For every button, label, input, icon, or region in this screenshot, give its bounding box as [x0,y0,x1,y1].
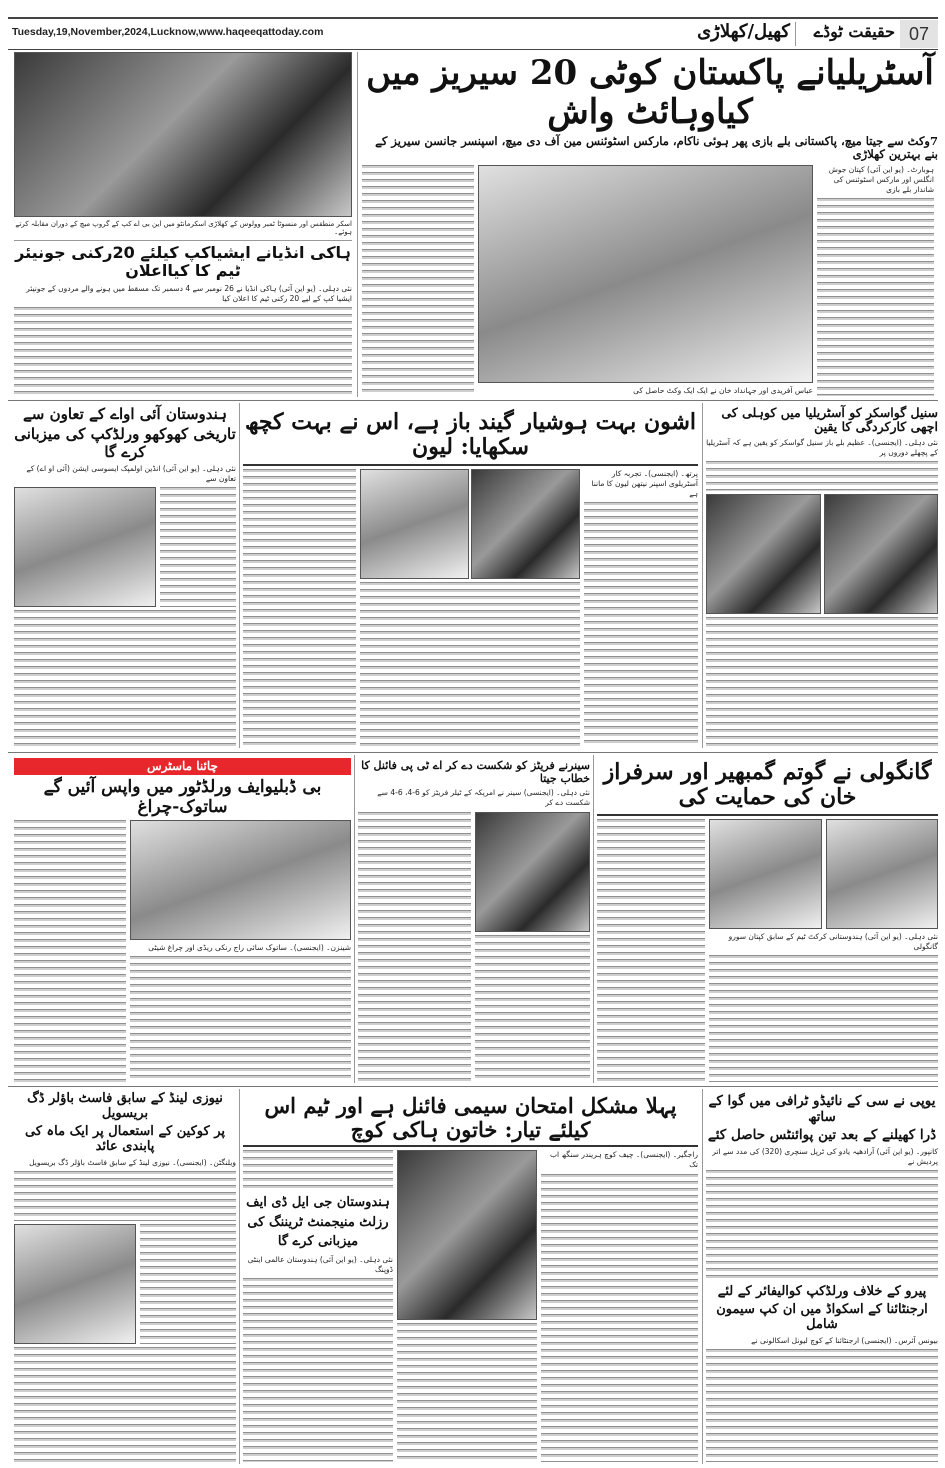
lead-headline: آسٹریلیانے پاکستان کوٹی 20 سیریز میں کیاوہائٹ واش [366,53,934,133]
chirag-article [14,758,351,1082]
kho-kho-snippet: نئی دہلی۔ (یو این آئی) انڈین اولمپک ایسوسی ایشن (آئی او اے) کے تعاون سے [26,463,236,483]
kho-kho-photo [14,487,156,607]
up-body [706,1170,938,1283]
up-headline-2: ڈرا کھیلنے کے بعد تین پوائنٹس حاصل کئے [707,1127,937,1144]
kho-kho-article [14,406,236,746]
hockey-snippet: نئی دہلی۔ (یو این آئی) ہاکی انڈیا نے 26 نومبر سے 4 دسمبر تک مسقط میں ہونے والے مردوں کے جونیئر ایشیا کپ کے لیے 20 رکنی ٹیم کا اعلان کیا [26,283,352,303]
sinner-body-1 [358,812,471,1082]
header-divider [795,22,796,46]
hockey-body-text [14,307,352,396]
gavaskar-article [706,406,938,746]
gavaskar-body [706,461,938,491]
up-snippet: کانپور۔ (یو این آئی) آرادھیہ یادو کی ٹرپل سنچری (320) کی مدد سے اتر پردیش نے [712,1146,938,1166]
ashwin-body-1 [584,502,698,746]
lead-body-right [817,198,934,396]
lead-article [362,54,938,396]
header-top-rule [8,17,938,19]
lead-subheadline: 7وکٹ سے جیتا میچ، پاکستانی بلے بازی پھر ہوئی ناکام، مارکس اسٹوئنس مین آف دی میچ، اسپنسر جانسن سیریز کے بنے بہترین کھلاڑی [375,134,938,162]
bracewell-body-1 [14,1171,236,1221]
ganguly-headline: گانگولی نے گوتم گمبھیر اور سرفراز خان کی حمایت کی [603,759,932,811]
ashwin-photo [360,469,469,579]
headline-rule [597,814,938,816]
gldf-snippet: نئی دہلی۔ (یو این آئی) ہندوستان عالمی اینٹی ڈوپنگ [247,1254,393,1274]
bracewell-snippet: ویلنگٹن۔ (ایجنسی)۔ نیوزی لینڈ کے سابق فاسٹ باؤلر ڈگ بریسویل [29,1157,236,1167]
lead-snippet: ہوبارٹ۔ (یو این آئی) کپتان جوش انگلس اور مارکس اسٹوئنس کی شاندار بلے بازی [828,164,934,194]
column-rule [702,1089,703,1464]
china-masters-banner: چائنا ماسٹرس [14,758,351,775]
page-number: 07 [900,20,938,48]
cricket-batsman-photo [478,165,813,383]
dateline: Tuesday,19,November,2024,Lucknow,www.haqeeqattoday.com [12,26,324,38]
satwik-chirag-photo [130,820,351,940]
basketball-photo [14,52,352,217]
hockey-coach-snippet: راجگیر۔ (ایجنسی)۔ چیف کوچ ہریندر سنگھ اب تک [549,1150,698,1170]
ganguly-snippet: نئی دہلی۔ (یو این آئی) ہندوستانی کرکٹ ٹیم کے سابق کپتان سورو گانگولی [728,931,938,951]
column-rule [593,755,594,1083]
header-bottom-rule [8,49,938,50]
bracewell-body-3 [14,1347,236,1462]
sinner-article [358,760,590,1082]
basketball-photo-caption: اسکر منطقس اور منسوٹا ٹمبر وولوس کے کھلاڑی اسکرمانٹو میں این بی اے کپ کے گروپ میچ کے دوران مقابلہ کرتے ہوئے۔ [15,220,352,237]
ganguly-photo [709,819,822,929]
argentina-body [706,1349,938,1462]
ashwin-body-3 [360,582,580,746]
sinner-headline: سینرنے فریٹز کو شکست دے کر اے ٹی پی فائنل کا خطاب جیتا [361,759,590,785]
ashwin-body-2 [243,469,356,746]
hockey-headline: ہاکی انڈیانے ایشیاکپ کیلئے 20رکنی جونیئر ٹیم کا کیااعلان [15,242,351,281]
bracewell-photo [14,1224,136,1344]
lead-photo-caption-text: عباس آفریدی اور جہانداد خان نے ایک ایک وکٹ حاصل کی [633,385,813,395]
column-rule [239,403,240,748]
hockey-article [14,52,352,396]
ashwin-snippet: پرتھ۔ (ایجنسی)۔ تجربہ کار آسٹریلوی اسپنر نیتھن لیون کا ماننا ہے [591,468,698,498]
column-rule [702,403,703,748]
hockey-coach-headline: پہلا مشکل امتحان سیمی فائنل ہے اور ٹیم اس کیلئے تیار: خاتون ہاکی کوچ [264,1093,677,1143]
ganguly-article [597,760,938,1082]
kho-kho-body-side [160,487,236,607]
ganguly-body-2 [709,955,938,1082]
ashwin-headline: اشون بہت ہوشیار گیند باز ہے، اس نے بہت کچھ سکھایا: لیون [244,409,697,461]
hockey-coach-body-3 [397,1323,537,1462]
argentina-headline-1: پیرو کے خلاف ورلڈکپ کوالیفائر کے لئے [717,1284,927,1300]
hockey-coach-body-1 [243,1150,393,1190]
sinner-body-2 [475,935,590,1082]
gldf-headline: ہندوستان جی ایل ڈی ایف رزلٹ منیجمنٹ ٹریننگ کی میزبانی کرے گا [246,1195,390,1250]
gldf-body [243,1278,393,1462]
hockey-coach-photo [397,1150,537,1320]
divider [14,240,352,241]
gavaskar-body-2 [706,617,938,746]
argentina-headline-2: ارجنٹائنا کے اسکواڈ میں ان کپ سیمون شامل [716,1302,928,1333]
sinner-trophy-photo [475,812,590,932]
bracewell-body-2 [140,1224,236,1344]
hockey-coach-body-2 [541,1174,698,1462]
kho-kho-headline-2: تاریخی کھوکھو ورلڈکپ کی میزبانی کرے گا [14,425,236,461]
lead-body-left [362,165,474,396]
column-rule [354,755,355,1083]
section-rule [8,1086,938,1087]
chirag-body-2 [130,956,351,1082]
section-rule [8,752,938,753]
section-rule [8,400,938,401]
section-title: کھیل/کھلاڑی [697,21,790,42]
ganguly-body-1 [597,819,705,1082]
column-rule [357,52,358,397]
lyon-photo [471,469,580,579]
bracewell-headline-2: پر کوکین کے استعمال پر ایک ماہ کی پابندی عائد [24,1123,226,1154]
gavaskar-snippet: نئی دہلی۔ (ایجنسی)۔ عظیم بلے باز سنیل گواسکر کو یقین ہے کہ آسٹریلیا کے پچھلے دوروں پر [706,437,938,457]
column-rule [239,1089,240,1464]
argentina-snippet: بیونس آئرس۔ (ایجنسی) ارجنٹائنا کے کوچ لیونل اسکالونی نے [751,1336,938,1346]
ashwin-article [243,410,698,746]
kohli-photo [706,494,821,614]
headline-rule [243,464,698,466]
up-argentina-articles [706,1094,938,1462]
chirag-snippet: شینزن۔ (ایجنسی)۔ ساتوک سائی راج رنکی ریڈی اور چراغ شیٹی [148,943,351,953]
gambhir-photo [826,819,939,929]
masthead-logo: حقیقت ٹوڈے [813,22,895,41]
up-headline-1: یوپی نے سی کے نائیڈو ٹرافی میں گوا کے ساتھ [708,1093,936,1125]
hockey-coach-article [243,1094,698,1462]
chirag-body-1 [14,820,126,1082]
chirag-headline: بی ڈبلیوایف ورلڈٹور میں واپس آئیں گے ساتوک-چراغ [43,777,322,817]
kho-kho-headline-1: ہندوستان آئی اواے کے تعاون سے [23,405,227,423]
gavaskar-photo [824,494,939,614]
gavaskar-headline: سنیل گواسکر کو آسٹریلیا میں کوہلی کی اچھی کارکردگی کا یقین [721,405,938,435]
sinner-snippet: نئی دہلی۔ (ایجنسی) سینر نے امریکہ کے ٹیلر فریٹز کو 6-4، 6-4 سے شکست دے کر [377,788,590,808]
bracewell-article [14,1092,236,1462]
headline-rule [243,1145,698,1147]
kho-kho-body [14,610,236,746]
bracewell-headline-1: نیوزی لینڈ کے سابق فاسٹ باؤلر ڈگ بریسویل [27,1091,223,1121]
